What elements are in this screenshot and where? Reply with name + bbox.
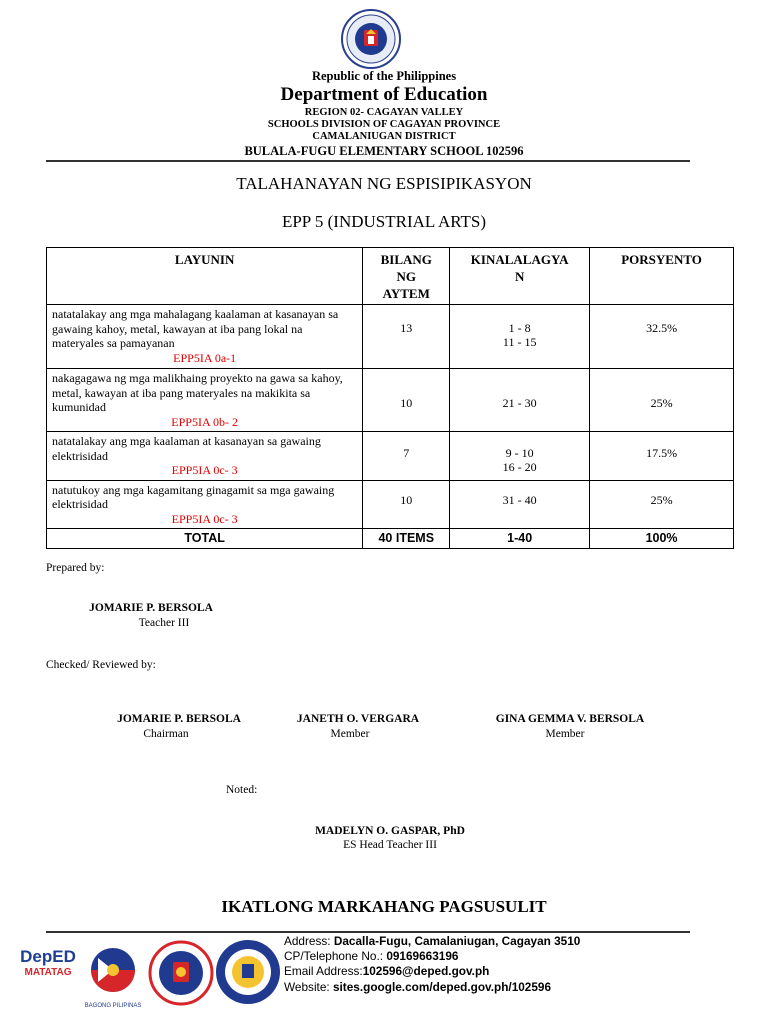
- competency-code: EPP5IA 0c- 3: [171, 463, 238, 477]
- item-percent: 32.5%: [590, 305, 734, 369]
- item-percent: 25%: [590, 369, 734, 432]
- table-row: [47, 480, 734, 529]
- checker-name: JANETH O. VERGARA: [296, 713, 420, 725]
- total-row: [47, 529, 734, 549]
- department-name: Department of Education: [280, 84, 488, 105]
- noted-role: ES Head Teacher III: [343, 839, 437, 851]
- bagong-pilipinas-icon: [80, 944, 146, 1000]
- checker-name: GINA GEMMA V. BERSOLA: [495, 713, 645, 725]
- col-header-layunin: LAYUNIN: [47, 248, 363, 305]
- district-line: CAMALANIUGAN DISTRICT: [312, 131, 456, 142]
- preparer-name: JOMARIE P. BERSOLA: [89, 602, 213, 614]
- division-line: SCHOOLS DIVISION OF CAGAYAN PROVINCE: [267, 119, 501, 130]
- table-header-row: [47, 248, 734, 305]
- item-percent: 25%: [590, 480, 734, 529]
- checker-role: Member: [545, 728, 585, 740]
- checked-by-label: Checked/ Reviewed by:: [46, 659, 156, 671]
- total-items: 40 ITEMS: [363, 529, 450, 549]
- footer-website: Website: sites.google.com/deped.gov.ph/102596: [284, 980, 552, 994]
- total-placement: 1-40: [450, 529, 590, 549]
- noted-label: Noted:: [226, 784, 258, 796]
- col-header-bilang: BILANG NG AYTEM: [363, 248, 450, 305]
- region-line: REGION 02- CAGAYAN VALLEY: [304, 107, 464, 118]
- deped-logo-text: DepED: [20, 947, 76, 966]
- preparer-role: Teacher III: [138, 617, 190, 629]
- footer-phone: CP/Telephone No.: 09169663196: [284, 949, 459, 963]
- item-placement: 21 - 30: [450, 369, 590, 432]
- col-header-porsyento: PORSYENTO: [590, 248, 734, 305]
- school-seal-icon: [214, 938, 282, 1006]
- header-divider: [46, 160, 690, 162]
- col-header-kinalalagyan: KINALALAGYA N: [450, 248, 590, 305]
- checker-name: JOMARIE P. BERSOLA: [117, 713, 241, 725]
- item-count: 13: [363, 305, 450, 369]
- objective-text: nakagagawa ng mga malikhaing proyekto na gawa sa kahoy, metal, kawayan at iba pang materyales na makikita sa kumunidad: [52, 371, 343, 414]
- subject-title: EPP 5 (INDUSTRIAL ARTS): [281, 212, 487, 231]
- item-count: 7: [363, 432, 450, 481]
- checker-role: Chairman: [143, 728, 189, 740]
- division-seal-icon: [148, 940, 214, 1006]
- objective-text: natutukoy ang mga kagamitang ginagamit sa mga gawaing elektrisidad: [52, 482, 335, 511]
- item-percent: 17.5%: [590, 432, 734, 481]
- objective-text: natatalakay ang mga mahalagang kaalaman at kasanayan sa gawaing kahoy, metal, kawayan at iba pang lokal na materyales sa pamayanan: [52, 307, 339, 350]
- footer-address: Address: Dacalla-Fugu, Camalaniugan, Cagayan 3510: [284, 934, 581, 948]
- republic-line: Republic of the Philippines: [311, 69, 457, 83]
- prepared-by-label: Prepared by:: [46, 562, 105, 574]
- specification-table: [46, 247, 734, 549]
- school-line: BULALA-FUGU ELEMENTARY SCHOOL 102596: [244, 144, 524, 158]
- total-label: TOTAL: [47, 529, 363, 549]
- checker-role: Member: [330, 728, 370, 740]
- deped-matatag-logo: [12, 948, 84, 1000]
- deped-seal-logo: [333, 8, 409, 70]
- item-placement: 31 - 40: [450, 480, 590, 529]
- item-count: 10: [363, 369, 450, 432]
- item-count: 10: [363, 480, 450, 529]
- table-row: [47, 369, 734, 432]
- table-row: [47, 305, 734, 369]
- footer-email: Email Address:102596@deped.gov.ph: [284, 964, 490, 978]
- competency-code: EPP5IA 0a-1: [173, 350, 237, 365]
- table-row: [47, 432, 734, 481]
- competency-code: EPP5IA 0b- 2: [171, 414, 238, 429]
- item-placement: 1 - 8 11 - 15: [450, 305, 590, 369]
- footer-divider: [46, 931, 690, 933]
- noted-name: MADELYN O. GASPAR, PhD: [315, 825, 465, 837]
- quarter-exam-title: IKATLONG MARKAHANG PAGSUSULIT: [221, 897, 547, 916]
- item-placement: 9 - 10 16 - 20: [450, 432, 590, 481]
- bagong-pilipinas-logo: [80, 944, 146, 1008]
- bagong-pilipinas-text: BAGONG PILIPINAS: [84, 1003, 142, 1009]
- competency-code: EPP5IA 0c- 3: [171, 511, 238, 526]
- total-percent: 100%: [590, 529, 734, 549]
- document-title: TALAHANAYAN NG ESPISIPIKASYON: [236, 174, 532, 193]
- matatag-logo-text: MATATAG: [24, 967, 72, 978]
- objective-text: natatalakay ang mga kaalaman at kasanayan sa gawaing elektrisidad: [52, 434, 321, 463]
